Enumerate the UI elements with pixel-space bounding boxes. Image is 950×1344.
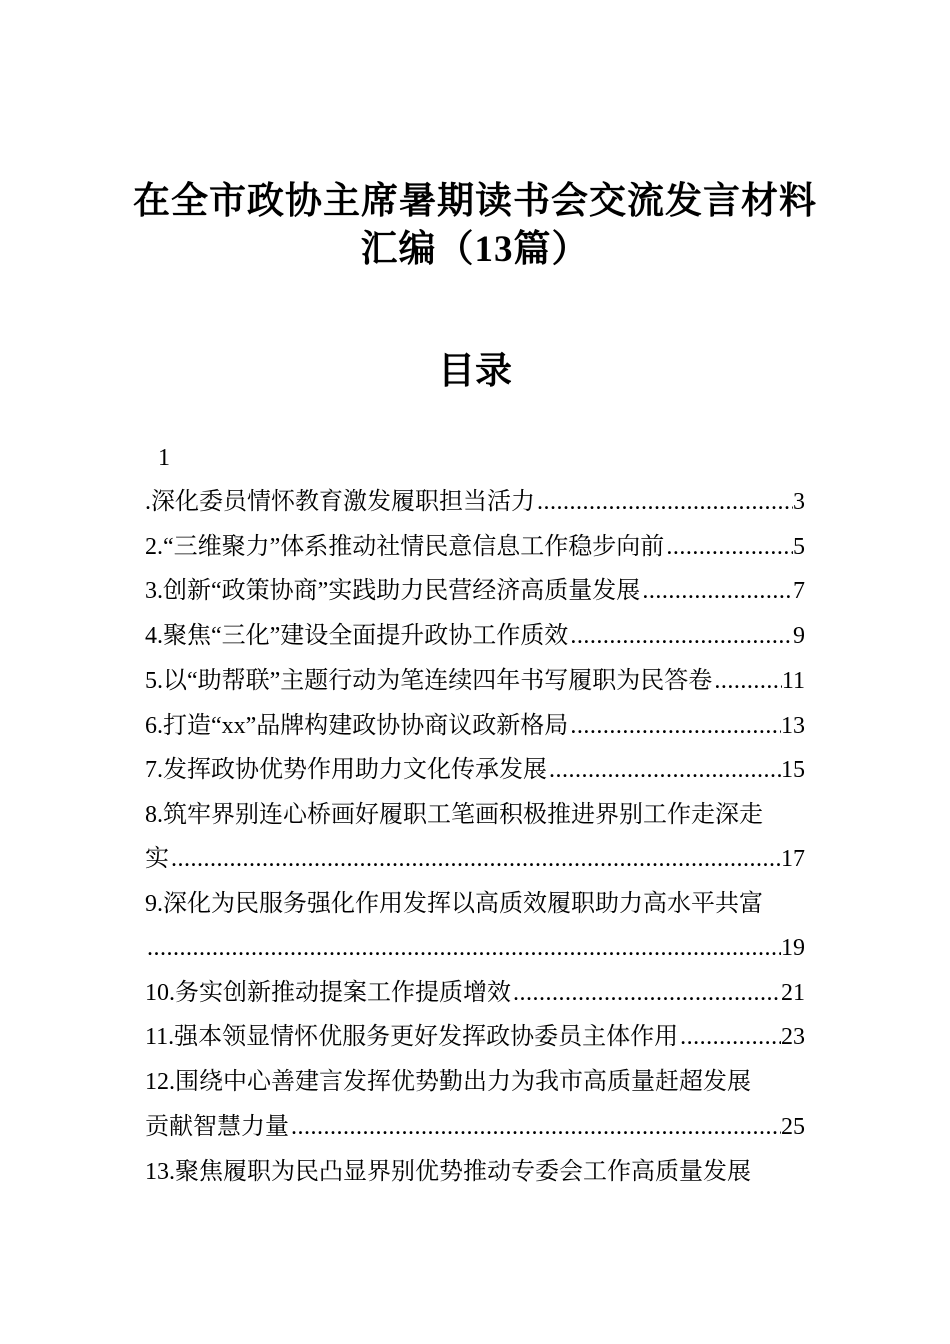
dot-leader <box>568 708 781 744</box>
dot-leader <box>678 1019 781 1055</box>
dot-leader <box>712 663 782 699</box>
toc-entry[interactable] <box>145 1154 805 1190</box>
entry-title: 5.以“助帮联”主题行动为笔连续四年书写履职为民答卷 <box>145 668 713 694</box>
entry-page: 3 <box>793 489 805 515</box>
entry-title: 2.“三维聚力”体系推动社情民意信息工作稳步向前 <box>145 534 665 560</box>
entry-page: 15 <box>781 757 805 783</box>
document-title-line1: 在全市政协主席暑期读书会交流发言材料 <box>133 181 817 222</box>
toc-entry-continuation[interactable] <box>145 930 805 966</box>
entry-title: 10.务实创新推动提案工作提质增效 <box>145 980 511 1006</box>
dot-leader <box>289 1109 781 1145</box>
toc-entry[interactable] <box>145 708 805 744</box>
entry-number: 1 <box>158 445 170 471</box>
entry-title: 7.发挥政协优势作用助力文化传承发展 <box>145 757 547 783</box>
entry-title: 9.深化为民服务强化作用发挥以高质效履职助力高水平共富 <box>145 891 763 917</box>
toc-entry[interactable] <box>145 484 805 520</box>
entry-title: 4.聚焦“三化”建设全面提升政协工作质效 <box>145 623 569 649</box>
entry-page: 13 <box>781 713 805 739</box>
toc-entry[interactable] <box>145 663 805 699</box>
toc-entry[interactable] <box>145 618 805 654</box>
dot-leader <box>511 975 781 1011</box>
toc-entry[interactable] <box>145 975 805 1011</box>
dot-leader <box>535 484 793 520</box>
dot-leader <box>547 752 781 788</box>
entry-title-continuation: 实 <box>145 846 169 872</box>
dot-leader <box>640 573 793 609</box>
dot-leader <box>664 529 793 565</box>
entry-page: 23 <box>781 1024 805 1050</box>
toc-entry-continuation[interactable] <box>145 841 805 877</box>
toc-entry[interactable] <box>145 886 805 922</box>
entry-page: 7 <box>793 578 805 604</box>
entry-page: 5 <box>793 534 805 560</box>
entry-title: 13.聚焦履职为民凸显界别优势推动专委会工作高质量发展 <box>145 1159 751 1185</box>
document-title-line2: 汇编（13篇） <box>360 229 590 270</box>
dot-leader <box>169 841 781 877</box>
toc-entry[interactable] <box>145 529 805 565</box>
toc-heading: 目录 <box>438 351 512 392</box>
entry-title: 11.强本领显情怀优服务更好发挥政协委员主体作用 <box>145 1024 679 1050</box>
dot-leader <box>145 930 781 966</box>
entry-page: 19 <box>781 935 805 961</box>
entry-title: 12.围绕中心善建言发挥优势勤出力为我市高质量赶超发展 <box>145 1069 751 1095</box>
entry-page: 11 <box>781 668 805 694</box>
toc-entry[interactable] <box>145 1019 805 1055</box>
toc-entry-continuation[interactable] <box>145 1109 805 1145</box>
entry-title: 6.打造“xx”品牌构建政协协商议政新格局 <box>145 713 569 739</box>
entry-page: 25 <box>781 1114 805 1140</box>
dot-leader <box>568 618 793 654</box>
entry-title: .深化委员情怀教育激发履职担当活力 <box>145 489 535 515</box>
toc-entry[interactable] <box>145 1064 805 1100</box>
toc-entry-number <box>158 440 818 476</box>
toc-entry[interactable] <box>145 797 805 833</box>
entry-page: 9 <box>793 623 805 649</box>
entry-title-continuation: 贡献智慧力量 <box>145 1114 289 1140</box>
toc-entry[interactable] <box>145 752 805 788</box>
entry-page: 17 <box>781 846 805 872</box>
toc-entry[interactable] <box>145 573 805 609</box>
entry-page: 21 <box>781 980 805 1006</box>
entry-title: 8.筑牢界别连心桥画好履职工笔画积极推进界别工作走深走 <box>145 802 763 828</box>
entry-title: 3.创新“政策协商”实践助力民营经济高质量发展 <box>145 578 641 604</box>
